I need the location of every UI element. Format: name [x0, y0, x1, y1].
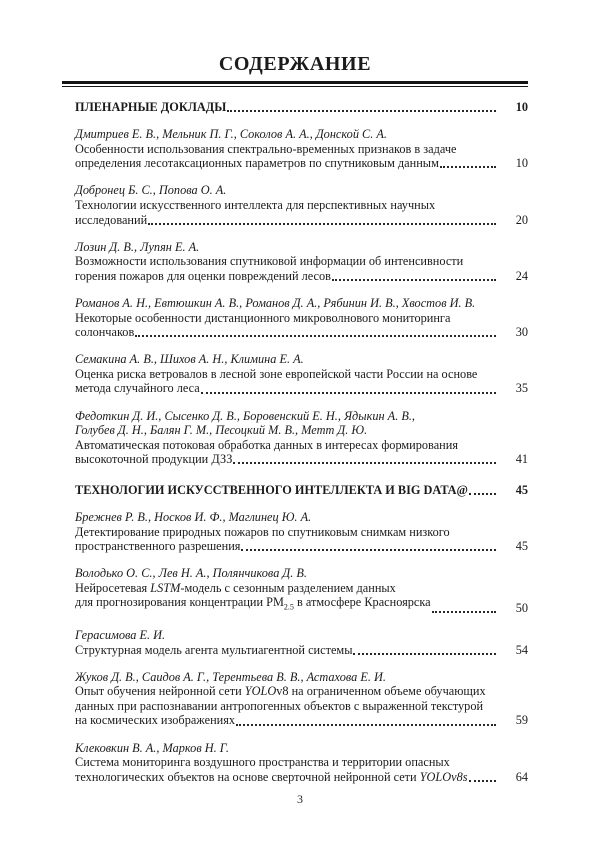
dot-leader — [236, 724, 496, 726]
authors-line: Голубев Д. Н., Балян Г. М., Песоцкий М. В., Метт Д. Ю. — [75, 423, 368, 438]
authors-line: Жуков Д. В., Саидов А. Г., Терентьева В. В., Астахова Е. И. — [75, 669, 386, 684]
title-last-line: определения лесотаксационных параметров по спутниковым данным — [75, 156, 439, 171]
authors-line: Романов А. Н., Евтюшкин А. В., Романов Д. А., Рябинин И. В., Хвостов И. В. — [75, 295, 476, 310]
double-rule — [62, 81, 528, 87]
section-page-number: 45 — [515, 482, 528, 497]
toc-row — [75, 770, 528, 785]
toc-entry — [62, 352, 528, 396]
toc-section-row — [62, 100, 528, 115]
authors-line: Лозин Д. В., Лупян Е. А. — [75, 239, 200, 254]
authors-line: Герасимова Е. И. — [75, 627, 166, 642]
authors-line: Клековкин В. А., Марков Н. Г. — [75, 740, 229, 755]
title-line: Особенности использования спектрально-временных признаков в задаче — [75, 141, 457, 156]
toc-entry — [62, 409, 528, 467]
dot-leader — [201, 392, 496, 394]
dot-leader — [148, 223, 496, 225]
toc-row — [75, 100, 528, 115]
toc-row — [75, 325, 528, 340]
title-last-line: Структурная модель агента мультиагентной системы — [75, 642, 353, 657]
entry-page-number: 59 — [515, 713, 528, 728]
entry-page-number: 10 — [515, 156, 528, 171]
authors-line: Федоткин Д. И., Сысенко Д. В., Боровенский Е. Н., Ядыкин А. В., — [75, 408, 416, 423]
entry-page-number: 24 — [515, 268, 528, 283]
entry-page-number: 20 — [515, 212, 528, 227]
toc-row — [75, 156, 528, 171]
toc-row — [75, 483, 528, 498]
dot-leader — [332, 279, 496, 281]
dot-leader — [353, 653, 496, 655]
title-last-line: метода случайного леса — [75, 381, 200, 396]
dot-leader — [440, 166, 496, 168]
title-last-line: горения пожаров для оценки повреждений лесов — [75, 268, 331, 283]
entry-page-number: 54 — [515, 642, 528, 657]
title-last-line: исследований — [75, 212, 148, 227]
toc-entry — [62, 670, 528, 728]
toc-entry — [62, 296, 528, 340]
title-line: данных при распознавании антропогенных объектов с выраженной текстурой — [75, 698, 484, 713]
authors-line: Брежнев Р. В., Носков И. Ф., Маглинец Ю. А. — [75, 509, 312, 524]
dot-leader — [469, 493, 496, 495]
toc-entry — [62, 566, 528, 615]
title-line: Система мониторинга воздушного пространства и территории опасных — [75, 755, 450, 770]
title-line: Опыт обучения нейронной сети YOLOv8 на ограниченном объеме обучающих — [75, 684, 486, 699]
toc-row — [75, 539, 528, 554]
dot-leader — [233, 462, 496, 464]
dot-leader — [432, 611, 496, 613]
dot-leader — [241, 549, 496, 551]
dot-leader — [227, 110, 496, 112]
entry-page-number: 64 — [515, 769, 528, 784]
toc-entry — [62, 628, 528, 657]
title-last-line: пространственного разрешения — [75, 539, 241, 554]
entry-page-number: 35 — [515, 381, 528, 396]
title-line: Детектирование природных пожаров по спутниковым снимкам низкого — [75, 524, 450, 539]
dot-leader — [135, 335, 496, 337]
toc-row — [75, 595, 528, 615]
toc-entry — [62, 183, 528, 227]
toc-row — [75, 269, 528, 284]
authors-line: Володько О. С., Лев Н. А., Полянчикова Д. В. — [75, 566, 307, 581]
entry-page-number: 30 — [515, 325, 528, 340]
toc-entry — [62, 127, 528, 171]
dot-leader — [469, 780, 496, 782]
title-last-line: на космических изображениях — [75, 713, 236, 728]
toc-entry — [62, 741, 528, 785]
section-title: ТЕХНОЛОГИИ ИСКУССТВЕННОГО ИНТЕЛЛЕКТА И BIG DATA@ — [75, 482, 468, 497]
toc-row — [75, 213, 528, 228]
page-content — [62, 0, 528, 784]
title-line: Технологии искусственного интеллекта для перспективных научных — [75, 197, 436, 212]
title-last-line: технологических объектов на основе сверточной нейронной сети YOLOv8s — [75, 769, 468, 784]
toc-row — [75, 381, 528, 396]
title-line: Некоторые особенности дистанционного микроволнового мониторинга — [75, 310, 451, 325]
table-of-contents — [62, 100, 528, 784]
toc-section-row — [62, 483, 528, 498]
toc-row — [75, 713, 528, 728]
entry-page-number: 41 — [515, 452, 528, 467]
title-line: Нейросетевая LSTM-модель с сезонным разделением данных — [75, 580, 396, 595]
toc-entry — [62, 510, 528, 554]
title-line: Автоматическая потоковая обработка данных в интересах формирования — [75, 437, 458, 452]
toc-row — [75, 643, 528, 658]
authors-line: Дмитриев Е. В., Мельник П. Г., Соколов А. А., Донской С. А. — [75, 127, 387, 142]
page-title: СОДЕРЖАНИЕ — [218, 53, 372, 75]
entry-page-number: 50 — [515, 600, 528, 615]
title-line: Возможности использования спутниковой информации об интенсивности — [75, 254, 464, 269]
title-line: Оценка риска ветровалов в лесной зоне европейской части России на основе — [75, 366, 478, 381]
title-last-line: солончаков — [75, 325, 135, 340]
authors-line: Семакина А. В., Шихов А. Н., Климина Е. А. — [75, 352, 304, 367]
toc-row — [75, 452, 528, 467]
section-title: ПЛЕНАРНЫЕ ДОКЛАДЫ — [75, 100, 227, 114]
title-last-line: для прогнозирования концентрации $PM_{2.5}$ в атмосфере Красноярска — [75, 595, 431, 612]
section-page-number: 10 — [515, 100, 528, 114]
authors-line: Добронец Б. С., Попова О. А. — [75, 183, 227, 198]
toc-entry — [62, 240, 528, 284]
entry-page-number: 45 — [515, 539, 528, 554]
footer-page-number: 3 — [297, 792, 303, 806]
title-last-line: высокоточной продукции ДЗЗ — [75, 452, 233, 467]
